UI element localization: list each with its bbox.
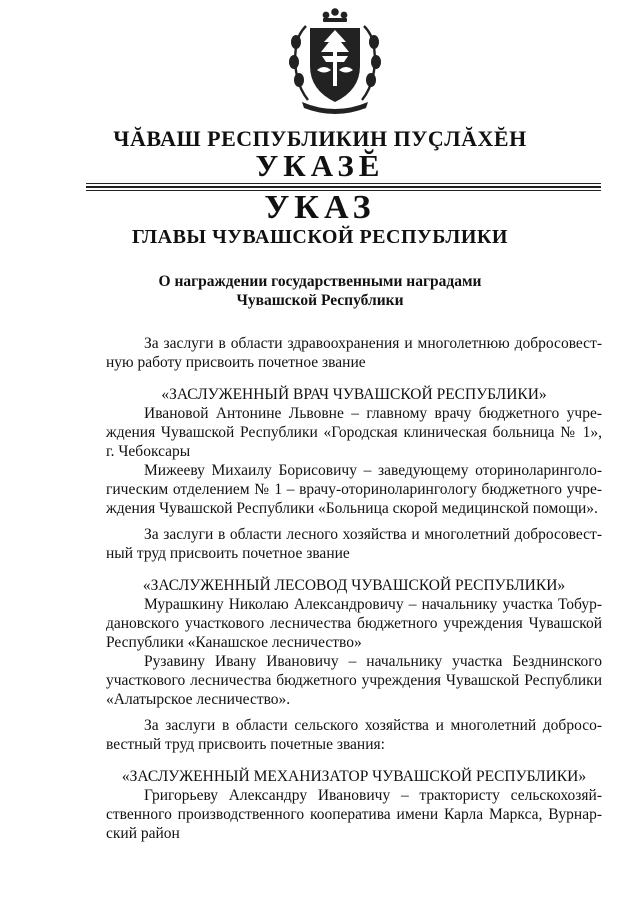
chuvash-issuer-title: ЧĂВАШ РЕСПУБЛИКИН ПУÇЛĂХĔН [113,126,527,151]
header-rule [86,186,601,188]
header-rule [86,183,601,184]
section-preamble: За заслуги в области лесного хозяйства и многолетний добросовест- ный труд присвоить почетное звание [106,526,602,562]
subject-line: О награждении государственными наградами [158,273,482,290]
section-preamble: За заслуги в области здравоохранения и многолетнюю добросовест- ную работу присвоить почетное звание [106,335,602,371]
awardee-entry: Мурашкину Николаю Александровичу – начальнику участка Тобур- дановского участкового лесничества бюджетного учреждения Чувашской Республики «Канашское лесничество» [106,596,602,651]
issuer-title: ГЛАВЫ ЧУВАШСКОЙ РЕСПУБЛИКИ [132,226,508,248]
chuvash-document-type: УКАЗĔ [255,148,385,183]
document-subject [0,272,640,310]
document-type: УКАЗ [264,189,376,226]
awardee-entry: Мижееву Михаилу Борисовичу – заведующему оториноларинголо- гическим отделением № 1 – врачу-оториноларингологу бюджетного учре- ждения Чувашской Республики «Больница скорой медицинской помощи». [106,462,602,517]
coat-of-arms-emblem [286,6,384,114]
award-title: «ЗАСЛУЖЕННЫЙ МЕХАНИЗАТОР ЧУВАШСКОЙ РЕСПУБЛИКИ» [121,768,587,785]
awardee-entry: Ивановой Антонине Львовне – главному врачу бюджетного учре- ждения Чувашской Республики «Городская клиническая больница № 1», г. Чебоксары [106,405,602,460]
subject-line: Чувашской Республики [236,292,404,309]
awardee-entry: Григорьеву Александру Ивановичу – трактористу сельскохозяй- ственного производственного кооператива имени Карла Маркса, Вурнар- ский район [106,787,602,842]
awardee-entry: Рузавину Ивану Ивановичу – начальнику участка Безднинского участкового лесничества бюджетного учреждения Чувашской Республики «Алатырское лесничество». [106,653,602,708]
section-preamble: За заслуги в области сельского хозяйства и многолетний добросо- вестный труд присвоить почетные звания: [106,717,602,753]
award-title: «ЗАСЛУЖЕННЫЙ ЛЕСОВОД ЧУВАШСКОЙ РЕСПУБЛИКИ» [142,577,566,594]
award-title: «ЗАСЛУЖЕННЫЙ ВРАЧ ЧУВАШСКОЙ РЕСПУБЛИКИ» [161,386,547,403]
